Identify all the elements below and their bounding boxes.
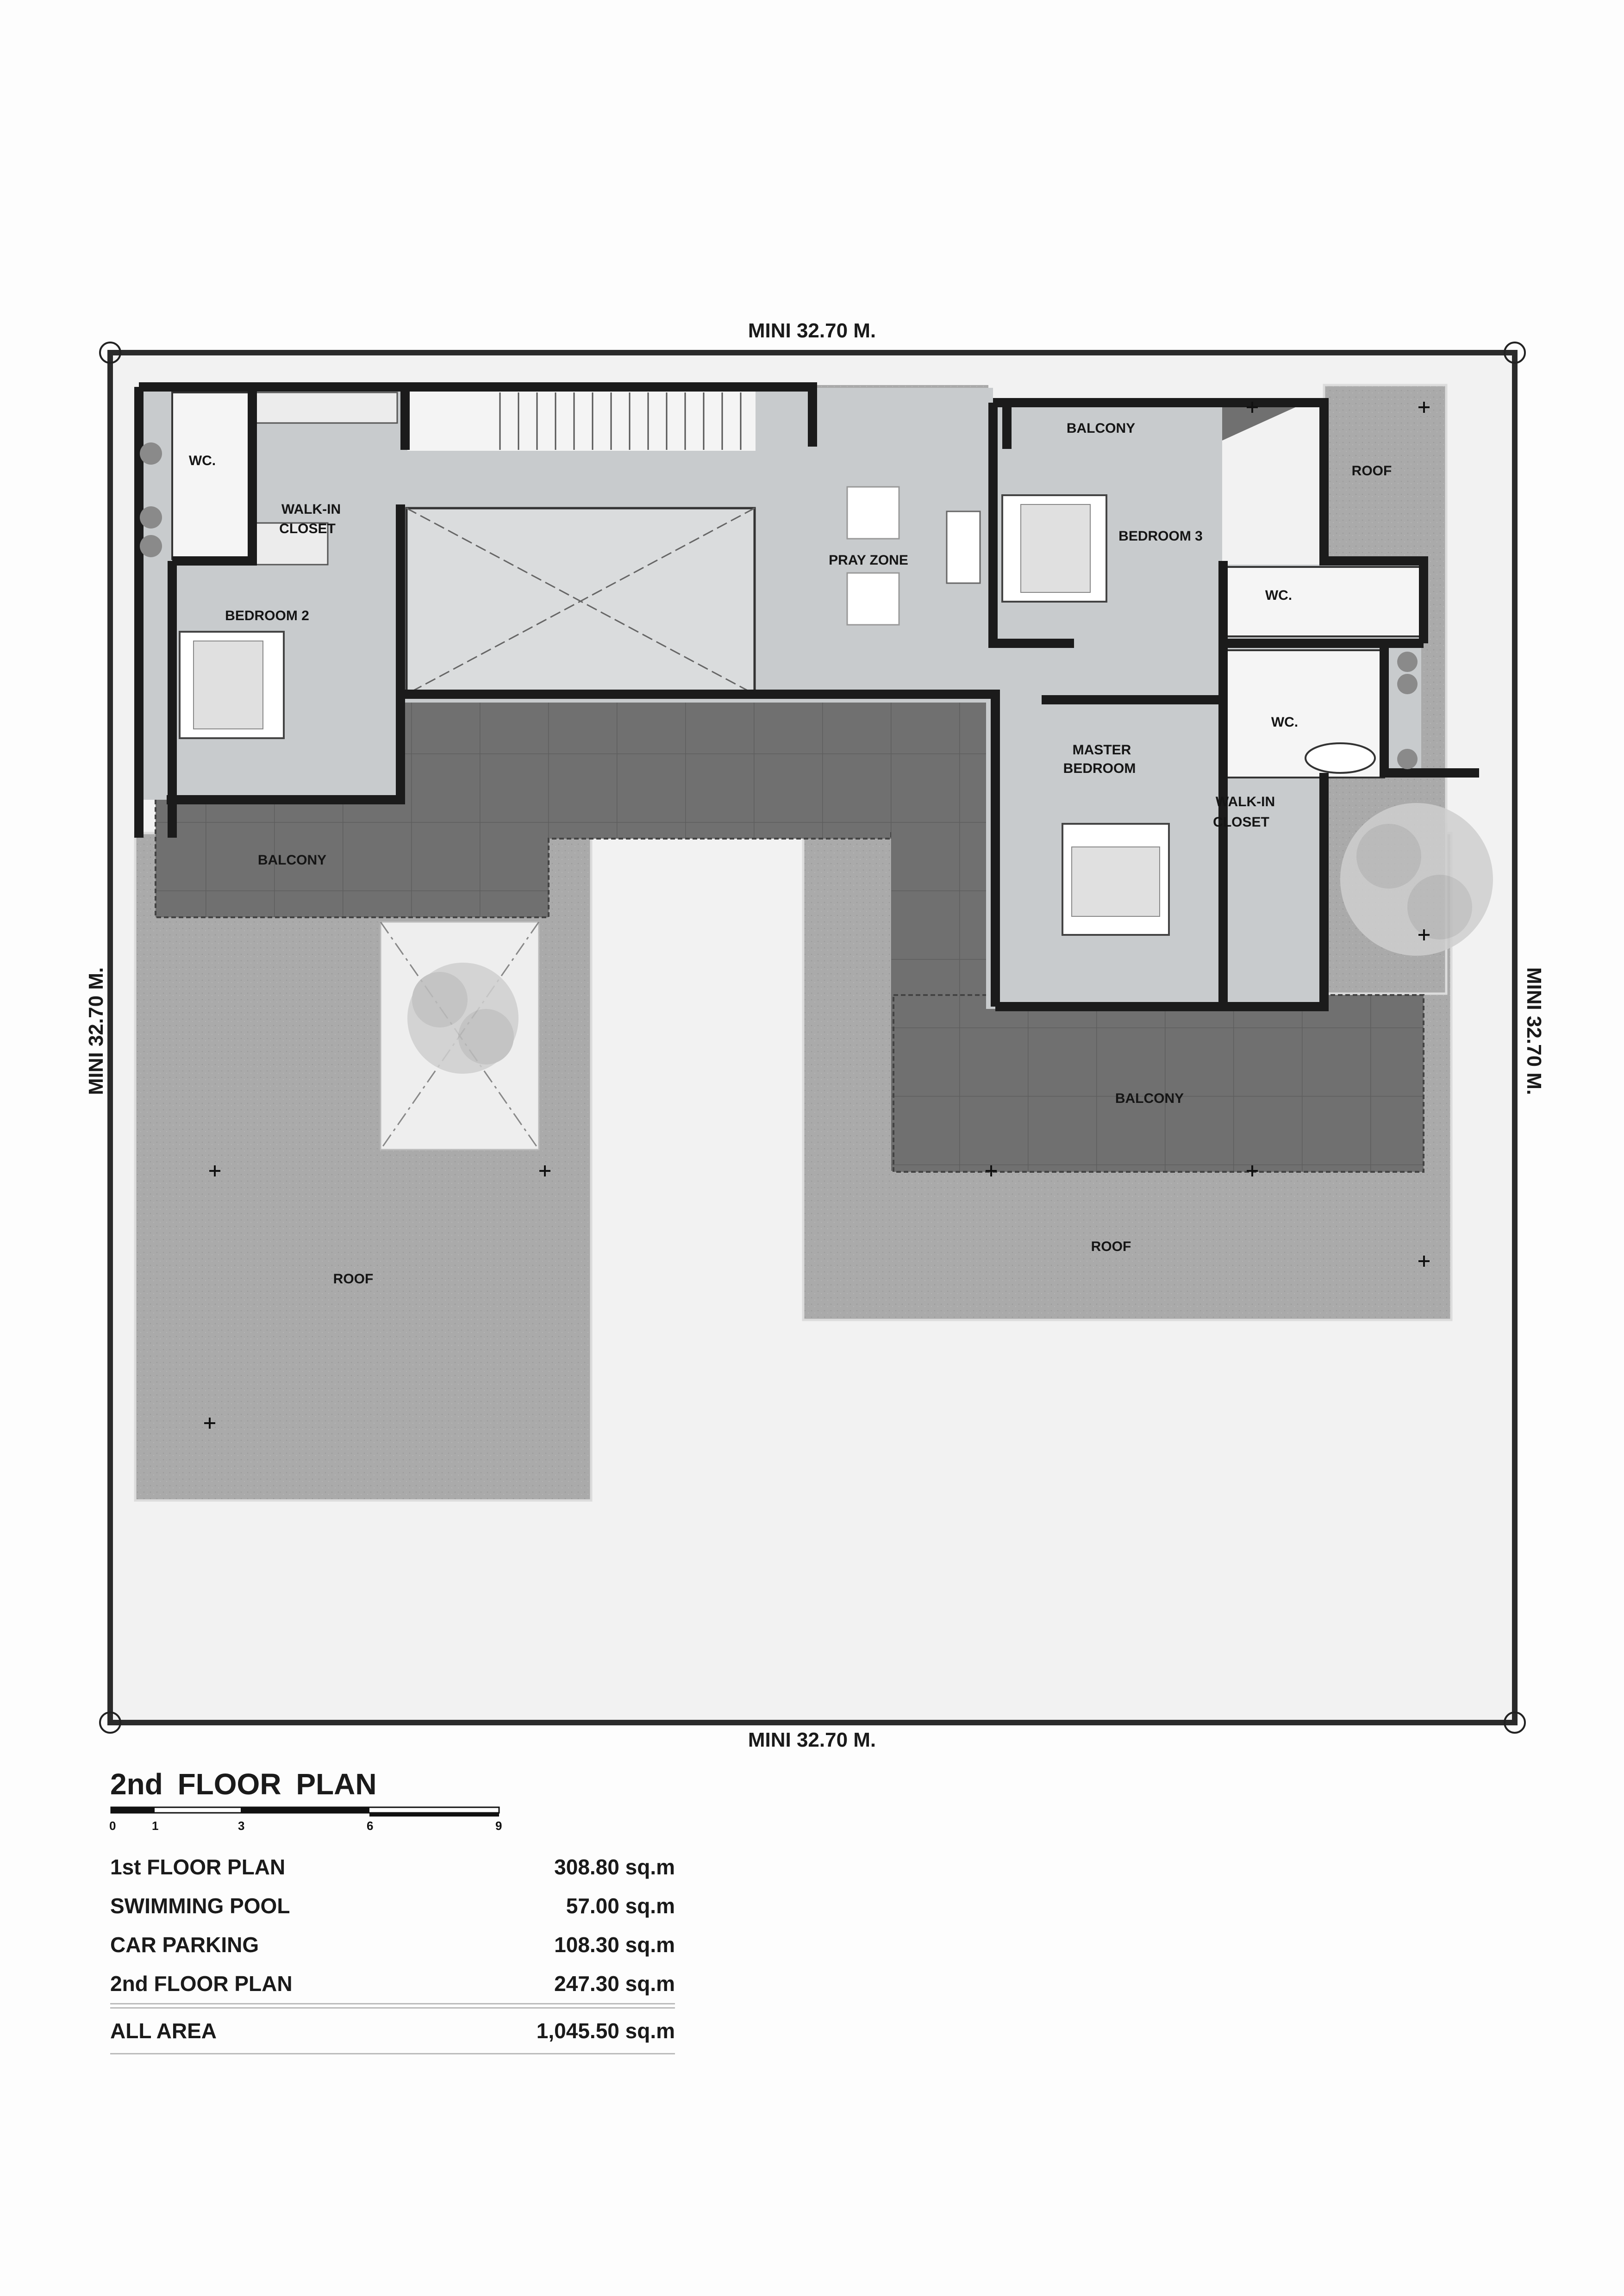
bed-bedroom-3 — [1002, 495, 1106, 602]
area-row — [110, 1848, 675, 1886]
area-row — [110, 1925, 675, 1964]
label-walkin-left-2: CLOSET — [279, 521, 336, 536]
pray-mat — [847, 487, 899, 539]
scale-label: 0 — [109, 1819, 116, 1833]
area-total-row — [110, 2007, 675, 2054]
area-label: 2nd FLOOR PLAN — [110, 1972, 293, 1996]
area-label: 1st FLOOR PLAN — [110, 1855, 286, 1879]
bed-master — [1062, 824, 1169, 935]
tree-icon — [1340, 803, 1493, 956]
label-roof-right: ROOF — [1091, 1239, 1131, 1254]
area-total-value: 1,045.50 sq.m — [536, 2019, 675, 2043]
bed-bedroom-2 — [180, 632, 284, 738]
label-bedroom-2: BEDROOM 2 — [225, 608, 309, 623]
tree-icon — [407, 963, 518, 1074]
label-wc-right-bottom: WC. — [1271, 715, 1299, 730]
scale-label: 1 — [152, 1819, 159, 1833]
dimension-left: MINI 32.70 M. — [85, 967, 107, 1095]
label-balcony-right: BALCONY — [1115, 1091, 1184, 1106]
label-walkin-right-2: CLOSET — [1213, 815, 1269, 830]
dimension-right: MINI 32.70 M. — [1523, 967, 1545, 1095]
scale-label: 3 — [238, 1819, 245, 1833]
area-value: 308.80 sq.m — [554, 1855, 675, 1879]
label-walkin-right-1: WALK-IN — [1215, 794, 1275, 809]
pray-mat — [847, 573, 899, 625]
label-balcony-left: BALCONY — [257, 852, 327, 868]
area-label: CAR PARKING — [110, 1933, 259, 1957]
bathtub — [1305, 743, 1375, 773]
label-walkin-left-1: WALK-IN — [281, 502, 341, 517]
area-label: SWIMMING POOL — [110, 1894, 290, 1918]
label-wc-right-top: WC. — [1265, 588, 1293, 603]
plan-title: 2nd FLOOR PLAN — [110, 1767, 377, 1801]
scale-label: 6 — [367, 1819, 374, 1833]
dimension-bottom: MINI 32.70 M. — [748, 1729, 876, 1751]
label-master-2: BEDROOM — [1063, 761, 1136, 776]
area-value: 247.30 sq.m — [554, 1972, 675, 1996]
scale-bar — [111, 1807, 499, 1817]
area-value: 57.00 sq.m — [566, 1894, 675, 1918]
label-master-1: MASTER — [1072, 742, 1131, 758]
balcony-right-area — [893, 995, 1424, 1172]
label-roof-left: ROOF — [333, 1271, 374, 1287]
area-value: 108.30 sq.m — [554, 1933, 675, 1957]
wc-right-top — [1227, 567, 1421, 636]
area-row — [110, 1886, 675, 1925]
label-balcony-top: BALCONY — [1066, 421, 1136, 436]
area-total-label: ALL AREA — [110, 2019, 217, 2043]
area-summary-table — [110, 1848, 675, 2054]
label-roof-top-right: ROOF — [1351, 463, 1392, 479]
label-bedroom-3: BEDROOM 3 — [1118, 529, 1203, 544]
label-pray-zone: PRAY ZONE — [829, 553, 908, 568]
label-wc-left: WC. — [188, 453, 216, 468]
dimension-top: MINI 32.70 M. — [748, 319, 876, 342]
wc-left-room — [172, 392, 251, 559]
area-row — [110, 1964, 675, 2004]
scale-label: 9 — [495, 1819, 502, 1833]
